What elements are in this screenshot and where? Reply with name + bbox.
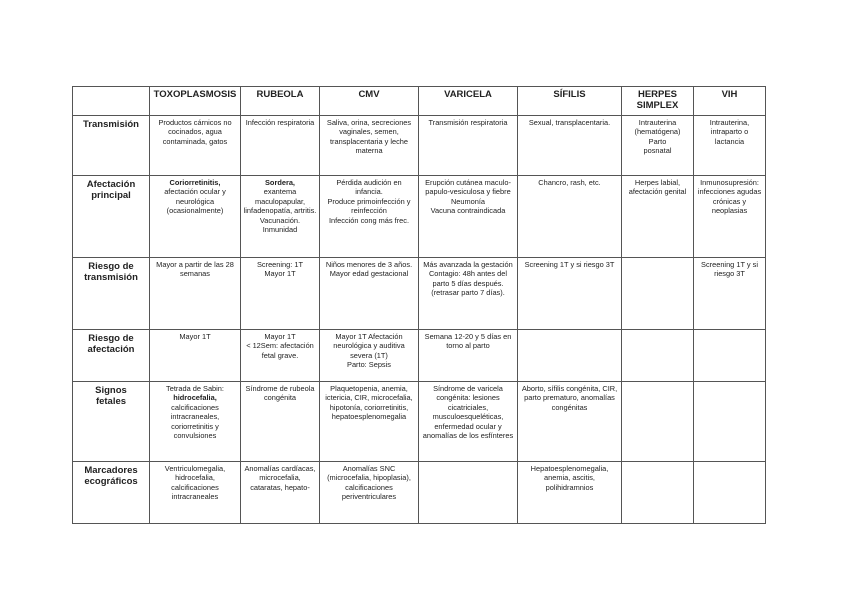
row-label: Riesgo de afectación — [73, 330, 150, 382]
cell-text-segment: Semana 12-20 y 5 días en torno al parto — [424, 332, 512, 351]
cell-cmv — [320, 382, 419, 462]
cell-text — [696, 260, 763, 279]
header-toxoplasmosis: TOXOPLASMOSIS — [150, 87, 241, 116]
cell-text — [152, 118, 238, 146]
cell-text — [421, 118, 515, 127]
row-marcadores-ecograficos — [73, 462, 766, 524]
cell-text — [421, 332, 515, 351]
cell-text-segment: Screening: 1T Mayor 1T — [256, 260, 303, 279]
header-herpes-simplex: HERPES SIMPLEX — [622, 87, 694, 116]
cell-text-segment: Inmunosupresión: infecciones agudas crónicas y neoplasias — [697, 178, 762, 216]
cell-text — [322, 332, 416, 370]
cell-text-bold: Sordera, — [265, 178, 295, 187]
cell-text-segment: Tetrada de Sabin: — [166, 384, 224, 393]
cell-herpes-simplex — [622, 116, 694, 176]
cell-cmv — [320, 258, 419, 330]
cell-text — [243, 118, 317, 127]
header-row — [73, 87, 766, 116]
cell-text — [696, 178, 763, 216]
cell-text-segment: Transmisión respiratoria — [428, 118, 508, 127]
cell-sifilis — [518, 116, 622, 176]
row-riesgo-transmision — [73, 258, 766, 330]
header-cmv: CMV — [320, 87, 419, 116]
cell-varicela — [419, 330, 518, 382]
cell-text-segment: Plaquetopenia, anemia, ictericia, CIR, microcefalia, hipotonía, coriorretinitis, hepatoesplenomegalia — [325, 384, 413, 422]
cell-text-segment: Síndrome de varicela congénita: lesiones cicatriciales, musculoesqueléticas, enfermedad ocular y anomalías de los esfínteres — [422, 384, 514, 441]
cell-text — [152, 260, 238, 279]
cell-text-segment: Infección respiratoria — [245, 118, 315, 127]
header-corner — [73, 87, 150, 116]
cell-vih — [694, 462, 766, 524]
cell-rubeola — [241, 116, 320, 176]
cell-text — [152, 384, 238, 440]
cell-cmv — [320, 330, 419, 382]
cell-text-segment: Aborto, sífilis congénita, CIR, parto prematuro, anomalías congénitas — [521, 384, 618, 412]
cell-herpes-simplex — [622, 462, 694, 524]
cell-herpes-simplex — [622, 176, 694, 258]
cell-cmv — [320, 462, 419, 524]
cell-varicela — [419, 382, 518, 462]
row-afectacion-principal — [73, 176, 766, 258]
cell-toxoplasmosis — [150, 462, 241, 524]
cell-text-segment: exantema maculopapular, linfadenopatía, artritis. Vacunación. Inmunidad — [243, 187, 317, 235]
cell-text-bold: Coriorretinitis, — [169, 178, 221, 187]
cell-herpes-simplex — [622, 330, 694, 382]
row-label: Signos fetales — [73, 382, 150, 462]
header-rubeola: RUBEOLA — [241, 87, 320, 116]
row-label: Transmisión — [73, 116, 150, 176]
header-varicela: VARICELA — [419, 87, 518, 116]
cell-text-segment: afectación ocular y neurológica (ocasionalmente) — [164, 187, 226, 216]
cell-text — [152, 178, 238, 216]
cell-toxoplasmosis — [150, 116, 241, 176]
cell-text — [624, 118, 691, 156]
cell-text — [421, 384, 515, 440]
infections-comparison-table — [72, 86, 766, 524]
cell-text-segment: Saliva, orina, secreciones vaginales, semen, transplacentaria y leche materna — [326, 118, 412, 156]
cell-text-segment: Screening 1T y si riesgo 3T — [701, 260, 758, 279]
cell-text-segment: calcificaciones intracraneales, coriorretinitis y convulsiones — [170, 402, 220, 441]
cell-vih — [694, 330, 766, 382]
cell-sifilis — [518, 330, 622, 382]
cell-text — [322, 260, 416, 279]
cell-text-segment: Sexual, transplacentaria. — [528, 118, 611, 127]
cell-rubeola — [241, 258, 320, 330]
cell-text-segment: Mayor 1T — [179, 332, 211, 341]
cell-text — [520, 384, 619, 412]
row-signos-fetales — [73, 382, 766, 462]
row-label: Marcadores ecográficos — [73, 462, 150, 524]
cell-vih — [694, 176, 766, 258]
cell-rubeola — [241, 462, 320, 524]
cell-text — [243, 384, 317, 403]
cell-rubeola — [241, 330, 320, 382]
cell-text-segment: Mayor 1T Afectación neurológica y auditiva severa (1T) Parto: Sepsis — [333, 332, 405, 370]
cell-text-segment: Más avanzada la gestación Contagio: 48h antes del parto 5 días después. (retrasar parto 7 días). — [423, 260, 513, 298]
header-sifilis: SÍFILIS — [518, 87, 622, 116]
cell-toxoplasmosis — [150, 258, 241, 330]
cell-varicela — [419, 258, 518, 330]
cell-text — [152, 332, 238, 341]
cell-text-segment: Hepatoesplenomegalia, anemia, ascitis, polihidramnios — [530, 464, 609, 492]
cell-text — [520, 260, 619, 269]
cell-vih — [694, 258, 766, 330]
cell-varicela — [419, 462, 518, 524]
cell-text — [421, 260, 515, 298]
cell-rubeola — [241, 176, 320, 258]
cell-text-bold: hidrocefalia, — [173, 393, 217, 403]
cell-text — [152, 464, 238, 502]
cell-text-segment: Mayor a partir de las 28 semanas — [156, 260, 234, 279]
cell-text-segment: Screening 1T y si riesgo 3T — [524, 260, 615, 269]
cell-text — [243, 260, 317, 279]
cell-text-segment: Intrauterina, intraparto o lactancia — [709, 118, 750, 146]
cell-text-segment: Pérdida audición en infancia. Produce primoinfección y reinfección Infección cong más frec. — [327, 178, 411, 225]
cell-cmv — [320, 116, 419, 176]
cell-text-segment: Anomalías SNC (microcefalia, hipoplasia), calcificaciones periventriculares — [327, 464, 411, 502]
cell-vih — [694, 116, 766, 176]
cell-text-segment: Niños menores de 3 años. Mayor edad gestacional — [325, 260, 413, 279]
cell-text — [520, 178, 619, 187]
cell-text — [322, 118, 416, 156]
cell-sifilis — [518, 258, 622, 330]
cell-text-segment: Mayor 1T < 12Sem: afectación fetal grave. — [246, 332, 314, 360]
header-vih: VIH — [694, 87, 766, 116]
cell-toxoplasmosis — [150, 176, 241, 258]
cell-herpes-simplex — [622, 382, 694, 462]
cell-text — [243, 464, 317, 492]
cell-text — [520, 464, 619, 492]
cell-text — [520, 118, 619, 127]
cell-text — [322, 464, 416, 502]
cell-rubeola — [241, 382, 320, 462]
cell-text-segment: Erupción cutánea maculo-papulo-vesiculosa y fiebre Neumonía Vacuna contraindicada — [425, 178, 511, 216]
cell-text — [243, 178, 317, 234]
cell-text-segment: Ventriculomegalia, hidrocefalia, calcificaciones intracraneales — [164, 464, 226, 502]
cell-text-segment: Anomalías cardíacas, microcefalia, cataratas, hepato- — [244, 464, 316, 492]
row-riesgo-afectacion — [73, 330, 766, 382]
row-label: Afectación principal — [73, 176, 150, 258]
cell-sifilis — [518, 176, 622, 258]
cell-sifilis — [518, 382, 622, 462]
cell-text — [322, 384, 416, 422]
cell-text-segment: Chancro, rash, etc. — [538, 178, 601, 187]
cell-toxoplasmosis — [150, 330, 241, 382]
cell-text — [243, 332, 317, 360]
cell-varicela — [419, 116, 518, 176]
cell-sifilis — [518, 462, 622, 524]
row-transmision — [73, 116, 766, 176]
cell-text-segment: Síndrome de rubeola congénita — [245, 384, 315, 403]
cell-toxoplasmosis — [150, 382, 241, 462]
cell-text-segment: Productos cárnicos no cocinados, agua contaminada, gatos — [158, 118, 232, 146]
cell-text — [421, 178, 515, 216]
cell-text-segment: Herpes labial, afectación genital — [628, 178, 687, 197]
cell-text — [696, 118, 763, 146]
cell-text — [624, 178, 691, 197]
cell-cmv — [320, 176, 419, 258]
cell-varicela — [419, 176, 518, 258]
row-label: Riesgo de transmisión — [73, 258, 150, 330]
cell-text-segment: Intrauterina (hematógena) Parto posnatal — [634, 118, 681, 156]
cell-text — [322, 178, 416, 225]
cell-vih — [694, 382, 766, 462]
cell-herpes-simplex — [622, 258, 694, 330]
